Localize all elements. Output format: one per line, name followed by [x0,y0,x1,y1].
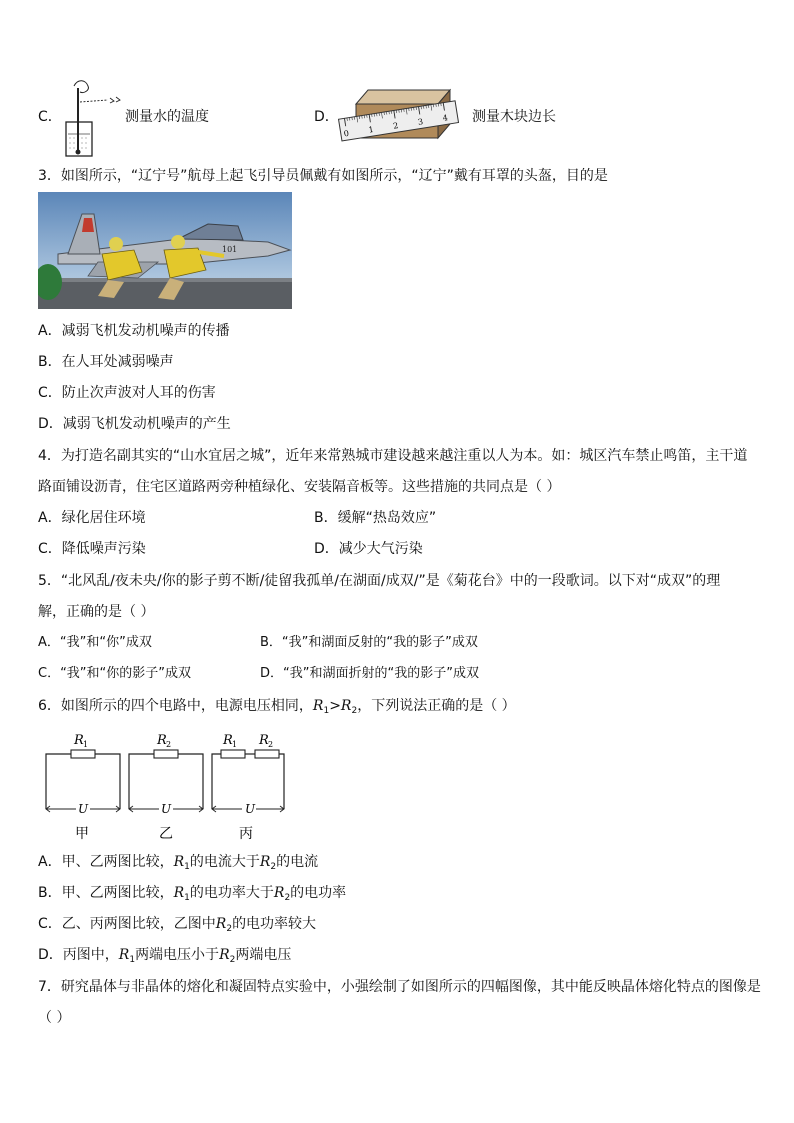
q6-stem [38,697,516,720]
circuit-yi [129,733,203,842]
q5-stem-line1: 5．“北风乱/夜未央/你的影子剪不断/徒留我孤单/在湖面/成双/”是《菊花台》中的一段歌词。以下对“成双”的理 [38,573,721,589]
label-r2: R [259,733,269,748]
jet-number: 101 [222,245,238,254]
q4-option-b: B．缓解“热岛效应” [314,510,437,526]
ruler-tick-2: 2 [392,121,400,131]
q6-option-b-pre: B．甲、乙两图比较， [38,885,174,901]
q4-stem-line2: 路面铺设沥青，住宅区道路两旁种植绿化、安装隔音板等。这些措施的共同点是（ ） [38,479,561,495]
q4-option-d: D．减少大气污染 [314,541,423,557]
q6-option-c [38,915,316,938]
q7-stem-line2: （ ） [38,1010,71,1026]
ruler-tick-4: 4 [441,113,449,123]
circuit-diagrams [38,728,298,846]
var-r: R [215,916,227,932]
q6-stem-r2-sub: 2 [351,706,358,716]
q6-option-b-post: 的电功率 [290,885,347,901]
q5-option-d: D．“我”和湖面折射的“我的影子”成双 [260,666,479,681]
ruler-tick-0: 0 [343,128,350,139]
var-sub: 2 [226,924,233,934]
var-sub: 2 [270,862,277,872]
label-r1: R [74,733,84,748]
label-r1-sub: 1 [83,740,89,749]
q6-option-c-pre: C．乙、丙两图比较，乙图中 [38,916,216,932]
resistor-r2 [154,750,178,758]
q6-option-a-mid: 的电流大于 [189,854,260,870]
var-r: R [118,947,130,963]
ruler-tick-1: 1 [367,124,375,135]
var-sub: 1 [184,893,190,903]
q6-option-c-post: 的电功率较大 [232,916,317,932]
q4-option-a: A．绿化居住环境 [38,510,146,526]
circuit-bing [212,733,284,842]
q6-option-d-post: 两端电压 [235,947,292,963]
option-d-text: 测量木块边长 [472,109,556,125]
var-sub: 1 [184,862,190,872]
q6-stem-post: ，下列说法正确的是（ ） [357,698,516,714]
q4-option-c: C．降低噪声污染 [38,541,146,557]
label-r1: R [223,733,233,748]
circuit-name-bing: 丙 [239,826,253,842]
label-r2-sub: 2 [166,740,172,749]
q3-option-c: C．防止次声波对人耳的伤害 [38,385,216,401]
resistor-r1 [221,750,245,758]
q6-option-d-mid: 两端电压小于 [135,947,220,963]
q6-option-b [38,884,346,907]
q4-stem-line1: 4．为打造名副其实的“山水宜居之城”，近年来常熟城市建设越来越注重以人为本。如：城区汽车禁止鸣笛，主干道 [38,448,748,464]
q6-option-d [38,946,291,969]
q5-option-c: C．“我”和“你的影子”成双 [38,666,192,681]
label-u: U [161,802,172,816]
q5-stem-line2: 解，正确的是（ ） [38,604,155,620]
label-u: U [245,802,256,816]
label-r2-sub: 2 [268,740,274,749]
q6-option-a-post: 的电流 [276,854,319,870]
q6-stem-r1: R [312,698,324,714]
label-r2: R [157,733,167,748]
var-sub: 2 [229,955,236,965]
option-d-letter: D． [314,109,339,125]
var-sub: 1 [129,955,136,965]
q5-option-a: A．“我”和“你”成双 [38,635,152,650]
resistor-r2 [255,750,279,758]
ruler-woodblock-figure [338,84,466,148]
label-u: U [78,802,89,816]
q7-stem-line1: 7．研究晶体与非晶体的熔化和凝固特点实验中，小强绘制了如图所示的四幅图像，其中能反映晶体熔化特点的图像是 [38,979,761,995]
q6-stem-r1-sub: 1 [323,706,330,716]
q6-option-b-mid: 的电功率大于 [189,885,274,901]
circuit-name-yi: 乙 [159,826,173,842]
circuit-jia [46,733,120,842]
q5-option-b: B．“我”和湖面反射的“我的影子”成双 [260,635,478,650]
option-c-text: 测量水的温度 [125,109,209,125]
var-r: R [273,885,285,901]
label-r1-sub: 1 [232,740,238,749]
var-r: R [219,947,230,963]
q3-stem: 3．如图所示，“辽宁号”航母上起飞引导员佩戴有如图所示，“辽宁”戴有耳罩的头盔，目的是 [38,168,608,184]
q3-option-b: B．在人耳处减弱噪声 [38,354,174,370]
ruler-tick-3: 3 [417,117,424,127]
q6-option-d-pre: D．丙图中， [38,947,119,963]
var-r: R [259,854,271,870]
aircraft-carrier-photo [38,192,292,309]
var-r: R [173,854,185,870]
var-r: R [173,885,185,901]
var-sub: 2 [284,893,291,903]
q3-option-a: A．减弱飞机发动机噪声的传播 [38,323,230,339]
q6-stem-gt: > [329,698,341,714]
q6-stem-pre: 6．如图所示的四个电路中，电源电压相同， [38,698,313,714]
q6-option-a [38,853,318,876]
q6-stem-r2: R [340,698,352,714]
thermometer-beaker-figure [60,78,130,160]
circuit-name-jia: 甲 [75,826,89,842]
q3-option-d: D．减弱飞机发动机噪声的产生 [38,416,231,432]
option-c-letter: C． [38,109,62,125]
resistor-r1 [71,750,95,758]
q6-option-a-pre: A．甲、乙两图比较， [38,854,174,870]
